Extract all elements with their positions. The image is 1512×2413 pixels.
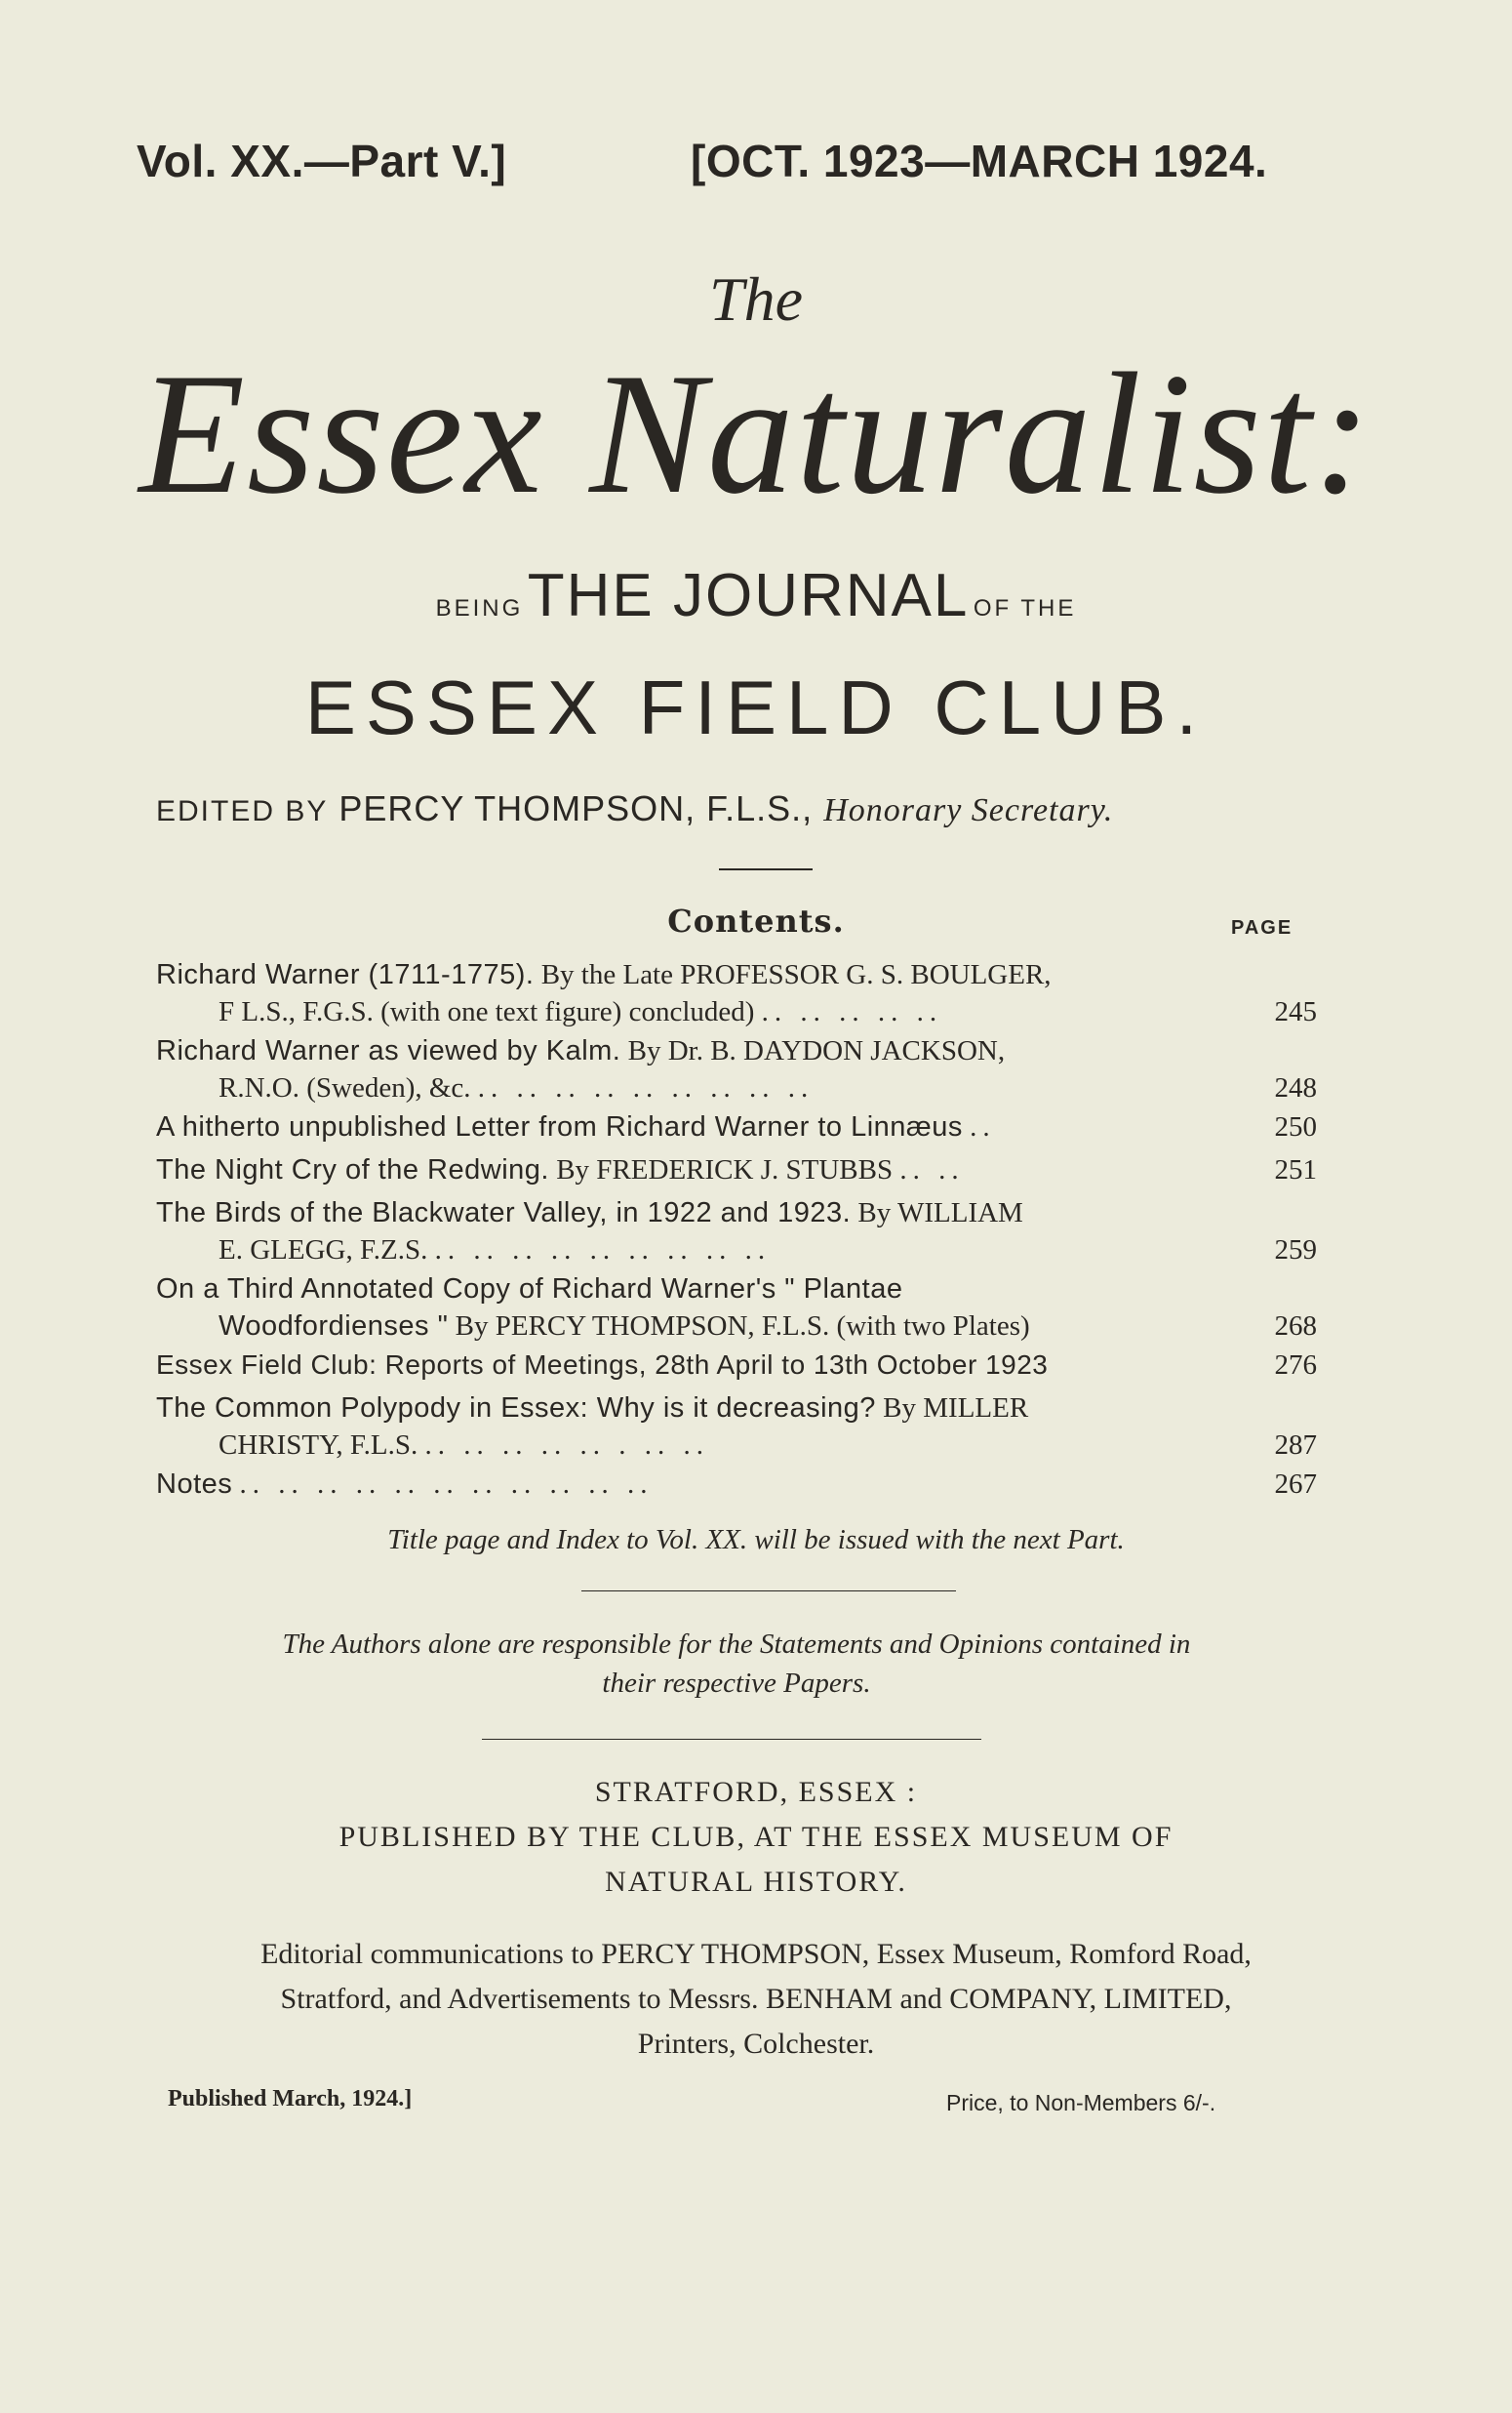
price-note: Price, to Non-Members 6/-. bbox=[946, 2090, 1216, 2115]
divider-rule bbox=[581, 1590, 956, 1591]
toc-entry: The Common Polypody in Essex: Why is it decreasing? By MILLER CHRISTY, F.L.S. .. .. .. .. .. . .. .. 287 bbox=[156, 1389, 1317, 1464]
toc-entry-author: By WILLIAM bbox=[851, 1197, 1023, 1228]
masthead-title: Essex Naturalist: bbox=[139, 337, 1373, 530]
toc-entry-author: By MILLER bbox=[875, 1392, 1029, 1424]
of-the-word: OF THE bbox=[973, 595, 1077, 622]
authors-disclaimer bbox=[156, 1625, 1317, 1703]
editorial-line: Stratford, and Advertisements to Messrs. BENHAM and COMPANY, LIMITED, bbox=[280, 1983, 1232, 2015]
title-the: The bbox=[709, 264, 803, 334]
divider-rule bbox=[719, 868, 813, 870]
toc-entry: A hitherto unpublished Letter from Richard Warner to Linnæus .. 250 bbox=[156, 1108, 1317, 1146]
toc-entry: The Birds of the Blackwater Valley, in 1922 and 1923. By WILLIAM E. GLEGG, F.Z.S. .. .. .. .. .. .. .. .. .. 259 bbox=[156, 1194, 1317, 1268]
editorial-line: Printers, Colchester. bbox=[637, 2028, 875, 2060]
toc-page-number: 259 bbox=[1274, 1234, 1317, 1266]
toc-entry-title: On a Third Annotated Copy of Richard Warner's " Plantae bbox=[156, 1273, 903, 1305]
toc-page-number: 248 bbox=[1274, 1072, 1317, 1104]
toc-entry-author: By FREDERICK J. STUBBS bbox=[548, 1154, 894, 1186]
club-name: ESSEX FIELD CLUB. bbox=[304, 664, 1208, 750]
toc-page-number: 250 bbox=[1274, 1111, 1317, 1143]
toc-entry bbox=[156, 1347, 1317, 1384]
being-word: BEING bbox=[435, 595, 524, 622]
editorial-line: Editorial communications to PERCY THOMPSON, Essex Museum, Romford Road, bbox=[260, 1938, 1252, 1970]
toc-entry-title: The Common Polypody in Essex: Why is it decreasing? bbox=[156, 1392, 876, 1424]
toc-page-number: 287 bbox=[1274, 1429, 1317, 1461]
journal-subtitle bbox=[0, 561, 1512, 630]
toc-page-number: 251 bbox=[1274, 1154, 1317, 1186]
issue-dates: [OCT. 1923—MARCH 1924. bbox=[691, 136, 1268, 186]
edited-by-label: EDITED BY bbox=[156, 795, 329, 827]
disclaimer-line: their respective Papers. bbox=[602, 1668, 871, 1699]
toc-entry-author: By Dr. B. DAYDON JACKSON, bbox=[620, 1035, 1006, 1066]
volume-label: Vol. XX.—Part V.] bbox=[137, 136, 507, 186]
disclaimer-line: The Authors alone are responsible for the Statements and Opinions contained in bbox=[282, 1629, 1191, 1660]
imprint-museum: NATURAL HISTORY. bbox=[605, 1866, 907, 1898]
editor-line bbox=[156, 788, 1113, 829]
contents-heading: Contents. bbox=[667, 903, 845, 940]
divider-rule bbox=[482, 1739, 981, 1740]
toc-entry-title: The Night Cry of the Redwing. bbox=[156, 1154, 549, 1186]
imprint-publisher: PUBLISHED BY THE CLUB, AT THE ESSEX MUSEUM OF bbox=[338, 1821, 1174, 1853]
imprint-place: STRATFORD, ESSEX : bbox=[594, 1776, 918, 1808]
toc-entry-detail: F L.S., F.G.S. (with one text figure) concluded) bbox=[219, 996, 755, 1027]
editor-role: Honorary Secretary. bbox=[823, 792, 1114, 828]
editorial-notice bbox=[137, 1932, 1375, 2067]
contents-footnote: Title page and Index to Vol. XX. will be issued with the next Part. bbox=[387, 1524, 1125, 1555]
toc-entry: Richard Warner as viewed by Kalm. By Dr. B. DAYDON JACKSON, R.N.O. (Sweden), &c. .. .. .. .. .. .. .. .. .. 248 bbox=[156, 1032, 1317, 1106]
toc-entry-detail: CHRISTY, F.L.S. bbox=[219, 1429, 418, 1461]
toc-entry-author: By PERCY THOMPSON, F.L.S. (with two Plates) bbox=[448, 1310, 1030, 1342]
toc-entry-detail: E. GLEGG, F.Z.S. bbox=[219, 1234, 428, 1266]
toc-entry-title-cont: Woodfordienses " bbox=[219, 1310, 449, 1342]
toc-entry-title: Richard Warner as viewed by Kalm. bbox=[156, 1035, 621, 1066]
journal-word: THE JOURNAL bbox=[527, 562, 970, 629]
toc-entry bbox=[156, 1270, 1317, 1345]
toc-entry-title: Essex Field Club: Reports of Meetings, 28th April to 13th October 1923 bbox=[156, 1349, 1049, 1380]
toc-page-number: 268 bbox=[1274, 1310, 1317, 1342]
toc-entry: Notes .. .. .. .. .. .. .. .. .. .. .. 267 bbox=[156, 1466, 1317, 1503]
editor-name: PERCY THOMPSON, F.L.S., bbox=[338, 788, 814, 828]
toc-entry-title: Notes bbox=[156, 1468, 233, 1500]
toc-entry: Richard Warner (1711-1775). By the Late PROFESSOR G. S. BOULGER, F L.S., F.G.S. (with one text figure) concluded) .. .. .. .. .. 245 bbox=[156, 956, 1317, 1030]
toc-entry-detail: R.N.O. (Sweden), &c. bbox=[219, 1072, 471, 1104]
toc-entry-title: Richard Warner (1711-1775). bbox=[156, 959, 535, 990]
toc-entry-title: The Birds of the Blackwater Valley, in 1922 and 1923. bbox=[156, 1197, 852, 1228]
toc-page-number: 276 bbox=[1274, 1349, 1317, 1381]
toc-entry: The Night Cry of the Redwing. By FREDERICK J. STUBBS .. .. 251 bbox=[156, 1151, 1317, 1188]
toc-entry-title: A hitherto unpublished Letter from Richard Warner to Linnæus bbox=[156, 1111, 963, 1143]
page-column-label: PAGE bbox=[1231, 917, 1293, 939]
toc-entry-author: By the Late PROFESSOR G. S. BOULGER, bbox=[534, 959, 1052, 990]
publication-date: Published March, 1924.] bbox=[168, 2086, 413, 2111]
toc-page-number: 245 bbox=[1274, 996, 1317, 1027]
toc-page-number: 267 bbox=[1274, 1468, 1317, 1500]
